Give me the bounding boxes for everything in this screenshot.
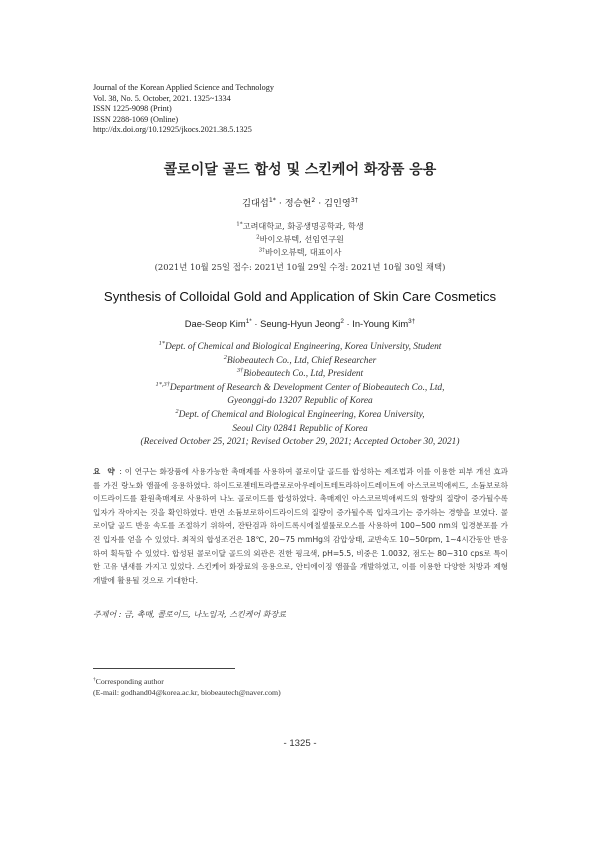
affiliation-line — [0, 368, 600, 382]
corresponding-email: (E-mail: godhand04@korea.ac.kr, biobeautech@naver.com) — [93, 688, 281, 697]
english-dates: (Received October 25, 2021; Revised October 29, 2021; Accepted October 30, 2021) — [140, 437, 460, 448]
author-name: 김인영 — [324, 198, 351, 209]
author-separator: · — [343, 318, 353, 329]
journal-name: Journal of the Korean Applied Science and Technology — [93, 83, 274, 92]
affiliation-mark: 1* — [236, 221, 243, 228]
affiliation-line — [0, 423, 600, 437]
author-name: In-Young Kim — [352, 318, 409, 329]
author-mark: 3† — [408, 317, 416, 325]
author-mark: 2 — [340, 317, 344, 325]
affiliation-mark: 1*,3† — [155, 380, 170, 388]
journal-info — [93, 83, 274, 136]
author-mark: 2 — [311, 196, 316, 204]
author-separator: · — [315, 198, 325, 209]
doi-link[interactable]: http://dx.doi.org/10.12925/jkocs.2021.38.5.1325 — [93, 125, 252, 135]
affiliation-line — [0, 355, 600, 369]
affiliation-text: Biobeautech Co., Ltd, Chief Researcher — [226, 355, 377, 366]
corresponding-author-label: Corresponding author — [95, 677, 164, 686]
author-name: Seung-Hyun Jeong — [260, 318, 341, 329]
author-name: Dae-Seop Kim — [184, 318, 246, 329]
affiliation-mark: 2 — [256, 234, 260, 241]
affiliation-text: Biobeautech Co., Ltd, President — [243, 369, 364, 380]
abstract-label: 요 약 — [93, 467, 117, 476]
english-title: Synthesis of Colloidal Gold and Application of Skin Care Cosmetics — [103, 289, 497, 304]
author-separator: · — [251, 318, 261, 329]
author-separator: · — [275, 198, 285, 209]
korean-title: 콜로이달 골드 합성 및 스킨케어 화장품 응용 — [163, 162, 437, 178]
english-affiliations — [0, 341, 600, 450]
affiliation-text: Seoul City 02841 Republic of Korea — [232, 423, 368, 434]
english-authors — [0, 318, 600, 329]
affiliation-line — [0, 220, 600, 233]
affiliation-text: Dept. of Chemical and Biological Engineering, Korea University, Student — [164, 342, 442, 352]
author-mark: 1* — [268, 196, 276, 204]
author-name: 정승현 — [284, 198, 312, 209]
abstract-text: : 이 연구는 화장품에 사용가능한 촉매제를 사용하여 콜로이달 골드를 합성하는 제조법과 이를 이용한 피부 개선 효과를 가진 랑노화 앰플에 응용하였다. 하이드로젠테트라클로로아우레이트테트라하이드레이트에 아스코르빅애씨드, 소듐보로하이드라이드를 환원촉매제로 사용하여 나노 골로이드를 합성하였다. 촉매제인 아스코르빅애씨드의 함량의 질량이 증가될수록 입자가 작아지는 것을 확인하였다. 반면 소듐보로하이드라이드의 질량이 증가될수록 입자크기는 증가하는 경향을 보였다. 콜로이달 골드 반응 속도를 조절하기 위하여, 잔탄검과 하이드록시에칠셀룰로오스를 사용하여 100~500 nm의 입경분포를 가진 입자를 얻을 수 있었다. 최적의 합성조건은 18℃, 20~75 mmHg의 감압상태, 교반속도 10~50rpm, 1~4시간동안 반응하여 획득할 수 있었다. 합성된 콜로이달 골드의 외관은 진한 핑크색, pH=5.5, 비중은 1.0032, 점도는 80~310 cps로 특이한 고유 냄새를 가지고 있었다. 스킨케어 화장료의 응용으로, 안티에이징 앰플을 개발하였고, 이를 이용한 다양한 처방과 제형개발에 활용될 것으로 기대한다. — [93, 467, 508, 585]
author-mark: 3† — [350, 196, 358, 204]
affiliation-line — [0, 341, 600, 355]
affiliation-line — [0, 409, 600, 423]
corresponding-mark: † — [93, 676, 96, 683]
affiliation-text: 바이오뷰텍, 선임연구원 — [259, 234, 344, 244]
korean-affiliations — [0, 220, 600, 259]
affiliation-mark: 3† — [258, 247, 265, 254]
issn-online: ISSN 2288-1069 (Online) — [93, 114, 179, 124]
affiliation-text: Department of Research & Development Center of Biobeautech Co., Ltd, — [169, 382, 445, 393]
korean-authors — [0, 195, 600, 209]
affiliation-line — [0, 233, 600, 246]
journal-volume: Vol. 38, No. 5. October, 2021. 1325~1334 — [93, 93, 231, 103]
affiliation-line — [0, 382, 600, 396]
affiliation-text: 바이오뷰텍, 대표이사 — [264, 247, 342, 257]
author-mark: 1* — [245, 317, 252, 325]
affiliation-text: Gyeonggi-do 13207 Republic of Korea — [227, 396, 373, 407]
page-number: - 1325 - — [283, 738, 317, 749]
author-name: 김대섭 — [242, 198, 269, 209]
abstract — [93, 465, 508, 587]
footnote-divider — [93, 668, 235, 669]
affiliation-line — [0, 246, 600, 259]
affiliation-text: 고려대학교, 화공생명공학과, 학생 — [242, 221, 364, 231]
affiliation-mark: 3† — [236, 367, 244, 375]
footnote — [93, 676, 281, 698]
affiliation-mark: 2 — [175, 407, 179, 415]
korean-dates: (2021년 10월 25일 접수: 2021년 10월 29일 수정: 2021년 10월 30일 채택) — [154, 262, 446, 272]
affiliation-mark: 2 — [223, 353, 227, 361]
keywords: 주제어 : 금, 촉매, 콜로이드, 나노입자, 스킨케어 화장료 — [93, 610, 286, 619]
affiliation-line — [0, 395, 600, 409]
issn-print: ISSN 1225-9098 (Print) — [93, 104, 172, 114]
affiliation-mark: 1* — [158, 339, 165, 347]
affiliation-text: Dept. of Chemical and Biological Engineering, Korea University, — [178, 409, 425, 420]
